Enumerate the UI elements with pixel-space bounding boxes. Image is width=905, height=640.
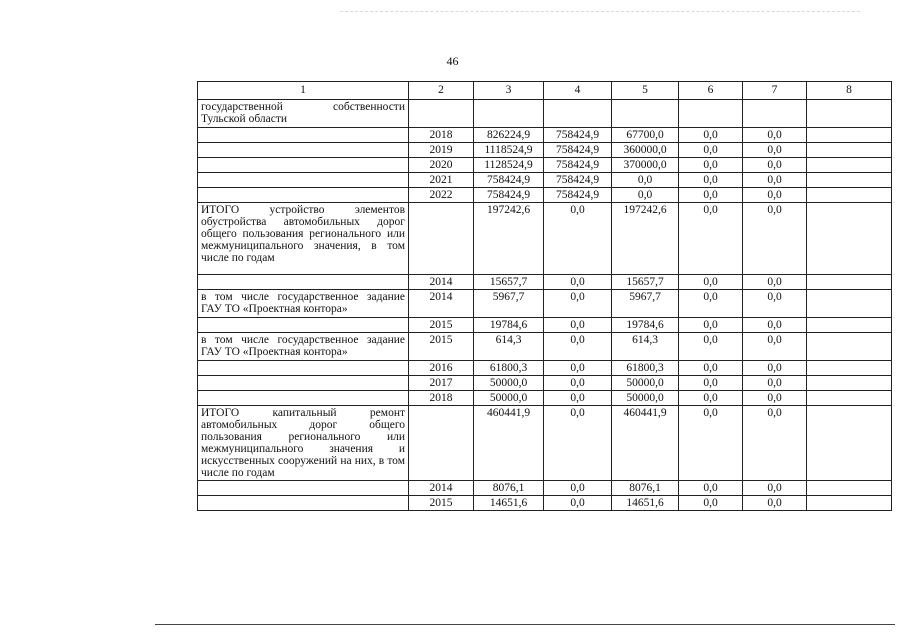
table-cell: 460441,9 bbox=[612, 406, 679, 481]
row-description-cell bbox=[198, 361, 409, 376]
row-description-cell: ИТОГО капитальный ремонт автомобильных дорог общего пользования регионального или межмуниципального значения и искусственных сооружений на них, в том числе по годам bbox=[198, 406, 409, 481]
table-cell bbox=[807, 333, 892, 361]
table-row bbox=[198, 391, 892, 406]
row-description-cell bbox=[198, 376, 409, 391]
table-cell: 0,0 bbox=[679, 143, 743, 158]
scan-artifact-line bbox=[340, 11, 860, 12]
table-cell: 0,0 bbox=[679, 158, 743, 173]
table-cell: 197242,6 bbox=[612, 203, 679, 275]
table-cell bbox=[807, 406, 892, 481]
table-cell: 2014 bbox=[409, 290, 474, 318]
table-cell: 758424,9 bbox=[544, 188, 612, 203]
table-cell: 14651,6 bbox=[474, 496, 544, 511]
table-cell: 0,0 bbox=[544, 481, 612, 496]
table-cell: 14651,6 bbox=[612, 496, 679, 511]
table-row bbox=[198, 361, 892, 376]
table-row bbox=[198, 406, 892, 481]
table-cell bbox=[679, 100, 743, 128]
table-cell: 826224,9 bbox=[474, 128, 544, 143]
table-cell bbox=[474, 100, 544, 128]
table-cell bbox=[807, 496, 892, 511]
table-row bbox=[198, 188, 892, 203]
table-cell: 15657,7 bbox=[612, 275, 679, 290]
table-cell: 0,0 bbox=[679, 128, 743, 143]
row-description-cell bbox=[198, 128, 409, 143]
table-cell: 2020 bbox=[409, 158, 474, 173]
table-cell bbox=[807, 275, 892, 290]
table-cell: 2017 bbox=[409, 376, 474, 391]
row-description-cell bbox=[198, 173, 409, 188]
row-description-cell bbox=[198, 391, 409, 406]
table-row bbox=[198, 173, 892, 188]
table-cell: 0,0 bbox=[679, 333, 743, 361]
page-number: 46 bbox=[446, 54, 459, 68]
table-cell: 0,0 bbox=[679, 318, 743, 333]
table-cell bbox=[544, 100, 612, 128]
table-row bbox=[198, 481, 892, 496]
table-cell bbox=[807, 376, 892, 391]
table-cell: 758424,9 bbox=[544, 128, 612, 143]
table-cell: 2022 bbox=[409, 188, 474, 203]
table-cell: 0,0 bbox=[743, 391, 807, 406]
table-cell: 0,0 bbox=[679, 188, 743, 203]
table-cell: 50000,0 bbox=[474, 391, 544, 406]
data-table bbox=[197, 81, 892, 511]
table-row bbox=[198, 290, 892, 318]
table-cell: 758424,9 bbox=[544, 173, 612, 188]
table-cell: 460441,9 bbox=[474, 406, 544, 481]
table-cell: 61800,3 bbox=[612, 361, 679, 376]
table-cell: 0,0 bbox=[743, 333, 807, 361]
table-cell: 2015 bbox=[409, 333, 474, 361]
table-cell: 67700,0 bbox=[612, 128, 679, 143]
table-cell: 15657,7 bbox=[474, 275, 544, 290]
table-cell: 50000,0 bbox=[612, 376, 679, 391]
row-description-cell bbox=[198, 143, 409, 158]
table-cell bbox=[807, 290, 892, 318]
table-cell: 0,0 bbox=[544, 333, 612, 361]
table-cell: 0,0 bbox=[743, 318, 807, 333]
table-cell: 0,0 bbox=[612, 173, 679, 188]
table-cell: 0,0 bbox=[544, 361, 612, 376]
table-cell: 8076,1 bbox=[612, 481, 679, 496]
table-cell: 0,0 bbox=[679, 173, 743, 188]
table-cell bbox=[807, 158, 892, 173]
row-description-cell bbox=[198, 496, 409, 511]
table-cell bbox=[807, 173, 892, 188]
table-cell: 197242,6 bbox=[474, 203, 544, 275]
table-row bbox=[198, 376, 892, 391]
table-row bbox=[198, 143, 892, 158]
row-description-cell bbox=[198, 188, 409, 203]
table-cell: 0,0 bbox=[544, 203, 612, 275]
table-cell: 0,0 bbox=[544, 496, 612, 511]
table-cell: 1118524,9 bbox=[474, 143, 544, 158]
table-row bbox=[198, 100, 892, 128]
table-cell: 0,0 bbox=[743, 361, 807, 376]
table-cell: 0,0 bbox=[743, 128, 807, 143]
table-cell bbox=[807, 128, 892, 143]
table-row bbox=[198, 318, 892, 333]
table-cell: 614,3 bbox=[474, 333, 544, 361]
table-cell: 0,0 bbox=[544, 391, 612, 406]
table-cell: 0,0 bbox=[544, 290, 612, 318]
column-header-3: 3 bbox=[474, 82, 544, 100]
table-cell: 19784,6 bbox=[474, 318, 544, 333]
column-header-7: 7 bbox=[743, 82, 807, 100]
table-cell: 2019 bbox=[409, 143, 474, 158]
table-cell: 61800,3 bbox=[474, 361, 544, 376]
table-cell: 0,0 bbox=[743, 188, 807, 203]
table-cell: 0,0 bbox=[743, 290, 807, 318]
table-cell: 0,0 bbox=[679, 290, 743, 318]
table-cell: 0,0 bbox=[679, 481, 743, 496]
table-cell bbox=[807, 188, 892, 203]
table-cell bbox=[612, 100, 679, 128]
bottom-rule bbox=[155, 624, 895, 625]
table-cell: 5967,7 bbox=[474, 290, 544, 318]
table-cell bbox=[807, 100, 892, 128]
table-cell bbox=[409, 100, 474, 128]
table-cell bbox=[807, 318, 892, 333]
row-description-cell: государственной собственности Тульской области bbox=[198, 100, 409, 128]
table-row bbox=[198, 275, 892, 290]
table-cell: 0,0 bbox=[743, 203, 807, 275]
table-cell: 0,0 bbox=[743, 158, 807, 173]
table-cell: 0,0 bbox=[743, 173, 807, 188]
table-cell: 8076,1 bbox=[474, 481, 544, 496]
column-header-4: 4 bbox=[544, 82, 612, 100]
table-row bbox=[198, 203, 892, 275]
table-cell bbox=[807, 481, 892, 496]
row-description-cell bbox=[198, 481, 409, 496]
table-cell: 2015 bbox=[409, 496, 474, 511]
table-cell: 0,0 bbox=[612, 188, 679, 203]
row-description-cell bbox=[198, 275, 409, 290]
table-cell: 758424,9 bbox=[474, 173, 544, 188]
table-cell: 758424,9 bbox=[544, 143, 612, 158]
column-header-6: 6 bbox=[679, 82, 743, 100]
table-cell: 2021 bbox=[409, 173, 474, 188]
table-cell: 2014 bbox=[409, 481, 474, 496]
table-cell: 0,0 bbox=[544, 275, 612, 290]
table-cell: 2018 bbox=[409, 128, 474, 143]
row-description-cell: в том числе государственное задание ГАУ ТО «Проектная контора» bbox=[198, 333, 409, 361]
table-cell: 2018 bbox=[409, 391, 474, 406]
table-cell: 0,0 bbox=[743, 496, 807, 511]
column-header-1: 1 bbox=[198, 82, 409, 100]
table-cell: 0,0 bbox=[679, 406, 743, 481]
table-cell bbox=[409, 203, 474, 275]
table-body bbox=[198, 82, 892, 511]
table-cell: 19784,6 bbox=[612, 318, 679, 333]
row-description-cell: ИТОГО устройство элементов обустройства автомобильных дорог общего пользования регионального или межмуниципального значения, в том числе по годам bbox=[198, 203, 409, 275]
table-row bbox=[198, 128, 892, 143]
table-cell: 370000,0 bbox=[612, 158, 679, 173]
table-header-row bbox=[198, 82, 892, 100]
table-cell: 0,0 bbox=[544, 318, 612, 333]
table-cell: 0,0 bbox=[743, 143, 807, 158]
table-cell bbox=[807, 361, 892, 376]
column-header-5: 5 bbox=[612, 82, 679, 100]
table-cell: 5967,7 bbox=[612, 290, 679, 318]
table-cell: 0,0 bbox=[743, 481, 807, 496]
table-cell bbox=[807, 203, 892, 275]
table-cell: 0,0 bbox=[743, 275, 807, 290]
table-cell bbox=[807, 391, 892, 406]
table-cell: 2014 bbox=[409, 275, 474, 290]
table-cell: 758424,9 bbox=[474, 188, 544, 203]
table-cell bbox=[743, 100, 807, 128]
column-header-8: 8 bbox=[807, 82, 892, 100]
table-cell: 2015 bbox=[409, 318, 474, 333]
table-cell: 758424,9 bbox=[544, 158, 612, 173]
table-cell: 1128524,9 bbox=[474, 158, 544, 173]
table-cell: 0,0 bbox=[679, 376, 743, 391]
table-cell: 0,0 bbox=[679, 203, 743, 275]
table-row bbox=[198, 333, 892, 361]
table-row bbox=[198, 496, 892, 511]
table-cell: 50000,0 bbox=[474, 376, 544, 391]
table-cell bbox=[807, 143, 892, 158]
table-row bbox=[198, 158, 892, 173]
table-cell: 614,3 bbox=[612, 333, 679, 361]
row-description-cell bbox=[198, 318, 409, 333]
row-description-cell bbox=[198, 158, 409, 173]
table-cell: 0,0 bbox=[679, 275, 743, 290]
table-cell: 0,0 bbox=[743, 376, 807, 391]
table-cell: 0,0 bbox=[544, 406, 612, 481]
table-cell: 0,0 bbox=[679, 391, 743, 406]
table-cell: 360000,0 bbox=[612, 143, 679, 158]
column-header-2: 2 bbox=[409, 82, 474, 100]
table-cell: 50000,0 bbox=[612, 391, 679, 406]
table-cell bbox=[409, 406, 474, 481]
table-cell: 0,0 bbox=[743, 406, 807, 481]
row-description-cell: в том числе государственное задание ГАУ ТО «Проектная контора» bbox=[198, 290, 409, 318]
table-cell: 0,0 bbox=[544, 376, 612, 391]
table-cell: 0,0 bbox=[679, 361, 743, 376]
table-cell: 0,0 bbox=[679, 496, 743, 511]
table-cell: 2016 bbox=[409, 361, 474, 376]
